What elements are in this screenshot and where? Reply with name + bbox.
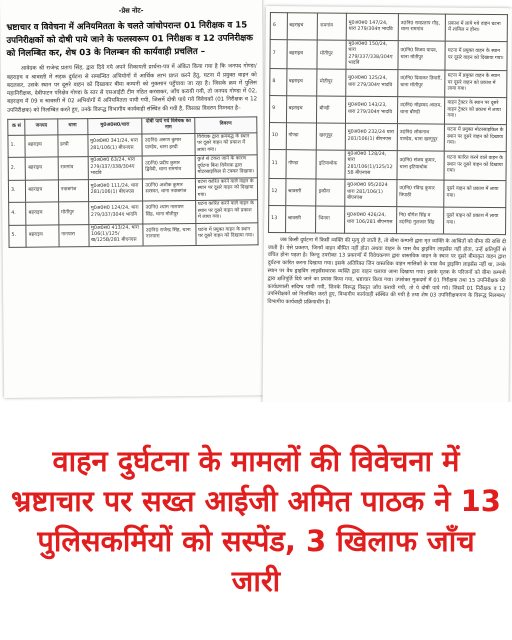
table-cell: 6 — [270, 13, 287, 40]
table-row — [269, 178, 506, 207]
table-cell: घटना में प्रयुक्त वाहन के स्थान पर दूसरे वाहन को प्रकाश में लाया गया। — [445, 70, 507, 98]
table-cell: घटना में प्रयुक्त मोटरसाइकिल के स्थान पर दूसरे वाहन को दिखाया गया। — [445, 124, 507, 152]
table-row — [269, 95, 506, 124]
table-cell: मोतीपुर — [317, 40, 346, 69]
press-note-title: -प्रेस नोट- — [118, 6, 144, 15]
table-cell: मु0अ0स0 426/24, धारा 106/281 बीएनएस — [344, 206, 396, 233]
table-cell: रामगांव — [318, 13, 347, 40]
table-cell: मु0अ0स0 143/23, धारा 279/304ए भादवि — [345, 96, 397, 123]
table-cell: बहराइच — [25, 135, 58, 158]
table-cell: घटना कारित करने वाले वाहन के स्थान पर दूसरे वाहन को प्रकाश में लाया गया। — [195, 200, 258, 223]
table-cell: मु0अ0स0 232/24 धारा 281/106(1) बीएनएस — [345, 123, 397, 150]
table-cell: घटना में प्रयुक्त वाहन के स्थान पर दूसरे वाहन को दिखाया गया। — [196, 222, 259, 245]
table-cell: उ0नि0 दिवाकर तिवारी, थाना मोतीपुर — [398, 70, 446, 97]
table-cell: मु0अ0स0 111/24, धारा 281/106(1) बीएनएस — [88, 179, 143, 202]
table-cell: उ0नि0 अशोक कुमार सरस्वत, थाना नवाबगंज — [143, 178, 196, 201]
table-header-cell: थाना — [58, 119, 88, 135]
table-cell: इटियाथोक — [316, 150, 345, 179]
table-row — [270, 40, 507, 71]
table-cell: मु0अ0स0 147/24, धारा 279/304ए भादवि — [346, 13, 398, 40]
table-cell: उ0नि0 विजय यादव, थाना मोतीपुर — [398, 41, 446, 70]
table-cell: बहराइच — [26, 202, 59, 225]
table-row — [270, 13, 507, 42]
press-note-paragraph: आवेदक श्री राजेन्द्र प्रताप सिंह, द्वारा दिये गये अपने शिकायती प्रार्थना-पत्र में अंकित किया गया है कि जनपद गोण्डा/बहराइच व श्रावस्ती में सड़क दुर्घटना से सम्बन्धित अभियोगों में आर्थिक लाभ प्राप्त करने हेतु, घटना में प्रयुक्त वाहन को बदलकर, उसके स्थान पर दूसरे वाहन को दिखाकर बीमा कम्पनी को नुकसान पहुँचाया जा रहा है। जिसके क्रम में पुलिस महानिरीक्षक, देवीपाटन परिक्षेत्र गोण्डा के स्तर से एसआईटी टीम गठित करवाकर, जाँच करायी गयी, तो जनपद गोण्डा में 02, बहराइच में 09 व श्रावस्ती में 02 अभियोगों में अनियमितता पायी गयी, जिसमें दोषी पाये गये विवेचकों (01 निरीक्षक व 12 उपनिरीक्षक) को निलम्बित करते हुए, उनके विरूद्ध विभागीय कार्यवाही संस्थित की गयी है, जिसका विवरण निम्नवत है– — [6, 63, 258, 114]
left-table-wrap — [1, 112, 264, 248]
table-header-cell: मु0अ0स0/धारा — [87, 118, 142, 135]
table-cell: बहराइच — [286, 96, 317, 123]
table-cell: मोतीपुर — [317, 69, 346, 96]
table-cell: 4. — [9, 202, 27, 225]
table-row — [270, 68, 507, 97]
press-note-heading: भ्रष्टाचार व विवेचना में अनियमितता के चलते जांचोपरान्त 01 निरीक्षक व 15 उपनिरीक्षकों को दोषी पाये जाने के फलस्वरूप 01 निरीक्षक व 12 उपनिरीक्षक को निलम्बित कर, शेष 03 के निलम्बन की कार्यवाही प्रचलित – — [6, 19, 253, 60]
table-header-cell: दोषी पाये गये विवेचक का नाम — [142, 117, 194, 133]
table-row — [269, 149, 506, 180]
table-row — [9, 200, 258, 225]
table-cell: 3. — [8, 180, 26, 203]
table-cell: नानपारा — [59, 224, 89, 247]
table-cell: उ0नि0 रविन्द्र कुमार त्रिपाठी — [397, 179, 445, 206]
table-cell: 9 — [269, 95, 286, 122]
table-cell: मु0अ0स0 128/24, धारा 281/106(1)/125/125B बीएनएस — [345, 150, 397, 179]
press-note-page-right — [262, 6, 512, 428]
table-header-cell: जनपद — [25, 119, 58, 135]
table-cell: मु0अ0स0 150/24, धारा 279/337/338/304ए भादवि — [346, 40, 398, 69]
table-row — [8, 155, 257, 180]
table-cell: दूसरे वाहन को प्रकाश में लाया गया। — [444, 180, 506, 208]
table-cell: भिनगा — [316, 206, 345, 233]
table-cell: 13 — [269, 205, 286, 232]
table-cell: नि0 योगेश सिंह व उ0नि0 गुलजार सिंह — [396, 206, 444, 233]
table-cell: बहराइच — [26, 224, 59, 247]
table-cell: रामगांव — [58, 157, 88, 180]
press-note-page-left — [0, 0, 266, 398]
headline-panel — [0, 402, 512, 640]
table-cell: उ0नि0 लोकनाथ पाण्डेय, थाना खरगूपुर — [397, 124, 445, 151]
table-cell: 8 — [270, 68, 287, 95]
table-cell: मु0अ0स0 124/24, धारा 279/337/304ए भादवि — [88, 201, 143, 224]
table-cell: घटना में प्रयुक्त वाहन के स्थान पर दूसरे वाहन को दिखाया गया। — [445, 41, 507, 70]
table-cell: उ0नि0 प्रदीप कुमार द्विवेदी, थाना रामगांव — [143, 156, 196, 179]
table-row — [8, 133, 257, 158]
table-cell: गोण्डा — [286, 150, 317, 179]
table-cell: बौण्डी — [317, 96, 346, 123]
table-cell: मु0अ0स0 125/24, धारा 279/304ए भादवि — [346, 69, 398, 96]
table-cell: घटना कारित करने वाले वाहन के स्थान पर दूसरे वाहन को दिखाया गया। — [444, 151, 506, 180]
table-row — [9, 222, 258, 247]
table-cell: नवाबगंज — [58, 179, 88, 202]
table-cell: उ0नि0 अरूण कुमार पाण्डेय, थाना हरदी — [142, 133, 195, 156]
table-cell: मु0अ0स0 341/24, धारा 281/106(1) बीएनएस — [88, 134, 143, 157]
table-cell: मोतीपुर — [58, 202, 88, 225]
table-cell: इकौना — [316, 179, 345, 206]
table-cell: मु0अ0स0 95/2024 धारा 281/106(1) बीएनएस — [345, 179, 397, 206]
table-cell: घटना कारित करने वाले वाहन के स्थान पर दूसरे वाहन को दिखाया गया। — [195, 178, 258, 201]
press-note-closing-paragraph: जब किसी दुर्घटना में किसी व्यक्ति की मृत्यु हो जाती है, तो बीमा कम्पनी द्वारा मृत व्यक्ति के आश्रितों को बीमा की राशि दी जाती है। ऐसे प्रकरण, जिनमें वाहन बीमित नहीं होता अथवा वाहन के पास वैध ड्राइविंग लाइसेंस नहीं होता, उन्हें क्षतिपूर्ति से वंचित होना पड़ता है। किन्तु उपरोक्त 13 प्रकरणों में विवेचकगण द्वारा वास्तविक वाहन के स्थान पर दूसरे बीमाकृत वाहन द्वारा दुर्घटना कारित करना दिखाया गया। इसके अतिरिक्त जिन वास्तविक वाहन मालिकों के पास वैध ड्राइविंग लाइसेंस नहीं था, उनके स्थान पर वैध ड्राइविंग लाइसेंसधारक व्यक्ति द्वारा वाहन चलाया जाना दिखाया गया। इसके मृतक के परिजनों को बीमा कम्पनी द्वारा क्षतिपूर्ति दिये जाने का प्रयास किया गया, भ्रष्टाचार किया गया। उपरोक्त मुकदमों में 01 निरीक्षक तथा 15 उपनिरीक्षक की कार्यप्रणाली संदिग्ध पायी गयी, जिनके विरूद्ध विस्तृत जाँच करायी गयी, तो ये दोषी पाये गये। जिसमें 01 निरीक्षक व 12 उपनिरीक्षकों को निलम्बित करते हुए, विभागीय कार्यवाही संस्थित की गयी है तथा शेष 03 उपनिरीक्षकगण के विरूद्ध निलम्बन/विभागीय कार्यवाही प्रक्रियाधीन है। — [267, 236, 506, 306]
table-cell: श्रावस्ती — [285, 178, 316, 205]
right-table-wrap — [264, 6, 512, 235]
table-cell: 1. — [8, 135, 26, 158]
table-cell: बहराइच — [287, 13, 318, 40]
table-cell: विवेचक द्वारा क्रमबद्ध के स्थान पर दूसरे वाहन को प्रकाश में लाया गया। — [195, 133, 258, 156]
table-cell: बहराइच — [26, 180, 59, 203]
table-cell: बहराइच — [286, 69, 317, 96]
table-cell: हरदी — [58, 135, 88, 158]
table-cell: दूसरे वाहन को प्रकाश में लाया गया। — [444, 207, 506, 235]
news-headline: वाहन दुर्घटना के मामलों की विवेचना में भ्रष्टाचार पर सख्त आईजी अमित पाठक ने 13 पुलिसकर्मियों को सस्पेंड, 3 खिलाफ जाँच जारी — [11, 444, 501, 598]
table-row — [269, 205, 506, 234]
table-row — [269, 122, 506, 151]
table-cell: 10 — [269, 122, 286, 149]
table-cell: खरगूपुर — [317, 123, 346, 150]
table-cell: 11 — [269, 149, 286, 178]
cases-table-right — [268, 12, 508, 235]
table-cell: गोण्डा — [286, 123, 317, 150]
table-cell: श्रावस्ती — [285, 205, 316, 232]
table-cell: बहराइच — [287, 40, 318, 69]
table-cell: बहराइच — [26, 157, 59, 180]
table-cell: 12 — [269, 178, 286, 205]
table-cell: मु0अ0स0 63/24, धारा 279/337/338/304ए भादवि — [88, 156, 143, 179]
table-row — [8, 178, 257, 203]
table-cell: उ0नि0 राजेन्द्र सिंह, थाना नानपारा — [143, 223, 196, 246]
table-cell: मु0अ0स0 413/24, धारा 106(1)/125/ख/125B/281 बीएनएस — [89, 224, 144, 247]
table-header-cell: विवरण — [194, 117, 256, 134]
table-cell: कुत्ते से टकरा जाने के कारण दुर्घटना बिना विवेचक द्वारा मोटरसाइकिल से टक्कर दिखाया। — [195, 155, 258, 178]
table-cell: उ0नि0 मोहम्मद आलम, थाना बौण्डी — [397, 97, 445, 124]
table-header-cell: क्र सं — [8, 119, 26, 135]
table-cell: उ0नि0 संजय कुमार, थाना इटियाथोक — [397, 151, 445, 180]
table-cell: 5. — [9, 225, 27, 248]
table-cell: उ0नि0 श्याम नारायण सिंह, थाना मोतीपुर — [143, 201, 196, 224]
table-cell: 7 — [270, 40, 287, 69]
cases-table-left — [7, 116, 258, 248]
table-cell: 2. — [8, 158, 26, 181]
table-cell: प्रकाश में लाये गये वाहन घटना में शामिल न होना। — [446, 14, 508, 42]
table-cell: उ0नि0 रामप्रताप गौड़, थाना रामगांव — [398, 14, 446, 41]
left-page-body — [0, 0, 265, 248]
table-cell: वाहन ट्रेक्टर के स्थान पर दूसरे वाहन ट्रेक्टर को प्रकाश में लाया गया। — [445, 97, 507, 125]
